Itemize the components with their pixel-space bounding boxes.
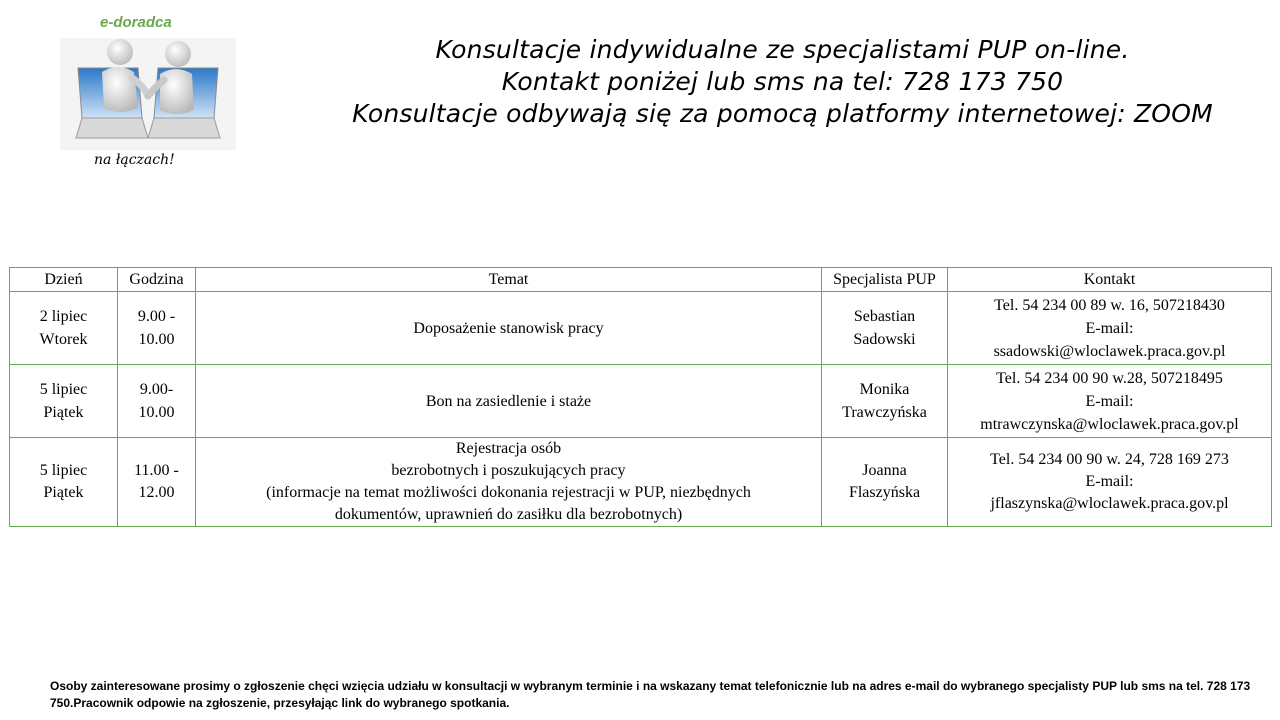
cell-contact: Tel. 54 234 00 90 w.28, 507218495 E-mail: mtrawczynska@wloclawek.praca.gov.pl	[948, 365, 1272, 438]
cell-day: 5 lipiec Piątek	[10, 365, 118, 438]
handshake-laptops-icon	[60, 38, 236, 150]
consultation-schedule-table	[9, 267, 1272, 527]
cell-day: 5 lipiec Piątek	[10, 438, 118, 527]
cell-topic: Rejestracja osób bezrobotnych i poszukujących pracy (informacje na temat możliwości dokonania rejestracji w PUP, niezbędnych dokumentów, uprawnień do zasiłku dla bezrobotnych)	[196, 438, 822, 527]
cell-day: 2 lipiec Wtorek	[10, 292, 118, 365]
header-line-3: Konsultacje odbywają się za pomocą platformy internetowej: ZOOM	[352, 99, 1213, 128]
column-header-day: Dzień	[10, 268, 118, 292]
column-header-specialist: Specjalista PUP	[822, 268, 948, 292]
cell-contact: Tel. 54 234 00 89 w. 16, 507218430 E-mail: ssadowski@wloclawek.praca.gov.pl	[948, 292, 1272, 365]
header-line-2: Kontakt poniżej lub sms na tel: 728 173 750	[501, 67, 1064, 96]
column-header-topic: Temat	[196, 268, 822, 292]
e-doradca-logo	[60, 10, 236, 175]
cell-topic: Bon na zasiedlenie i staże	[196, 365, 822, 438]
cell-specialist: Monika Trawczyńska	[822, 365, 948, 438]
header-line-1: Konsultacje indywidualne ze specjalistami PUP on-line.	[435, 35, 1130, 64]
cell-topic: Doposażenie stanowisk pracy	[196, 292, 822, 365]
logo-tagline: na łączach!	[94, 152, 175, 168]
cell-time: 9.00 - 10.00	[118, 292, 196, 365]
column-header-time: Godzina	[118, 268, 196, 292]
cell-specialist: Joanna Flaszyńska	[822, 438, 948, 527]
cell-specialist: Sebastian Sadowski	[822, 292, 948, 365]
table-row	[10, 438, 1272, 527]
cell-time: 11.00 - 12.00	[118, 438, 196, 527]
cell-contact: Tel. 54 234 00 90 w. 24, 728 169 273 E-mail: jflaszynska@wloclawek.praca.gov.pl	[948, 438, 1272, 527]
footer-note: Osoby zainteresowane prosimy o zgłoszenie chęci wzięcia udziału w konsultacji w wybranym terminie i na wskazany temat telefonicznie lub na adres e-mail do wybranego specjalisty PUP lub sms na tel. 728 173 750.Pracownik odpowie na zgłoszenie, przesyłając link do wybranego spotkania.	[50, 679, 1251, 710]
logo-brand-text: e-doradca	[100, 14, 172, 31]
column-header-contact: Kontakt	[948, 268, 1272, 292]
table-header-row	[10, 268, 1272, 292]
page-header	[290, 34, 1275, 130]
table-row	[10, 365, 1272, 438]
cell-time: 9.00- 10.00	[118, 365, 196, 438]
table-row	[10, 292, 1272, 365]
